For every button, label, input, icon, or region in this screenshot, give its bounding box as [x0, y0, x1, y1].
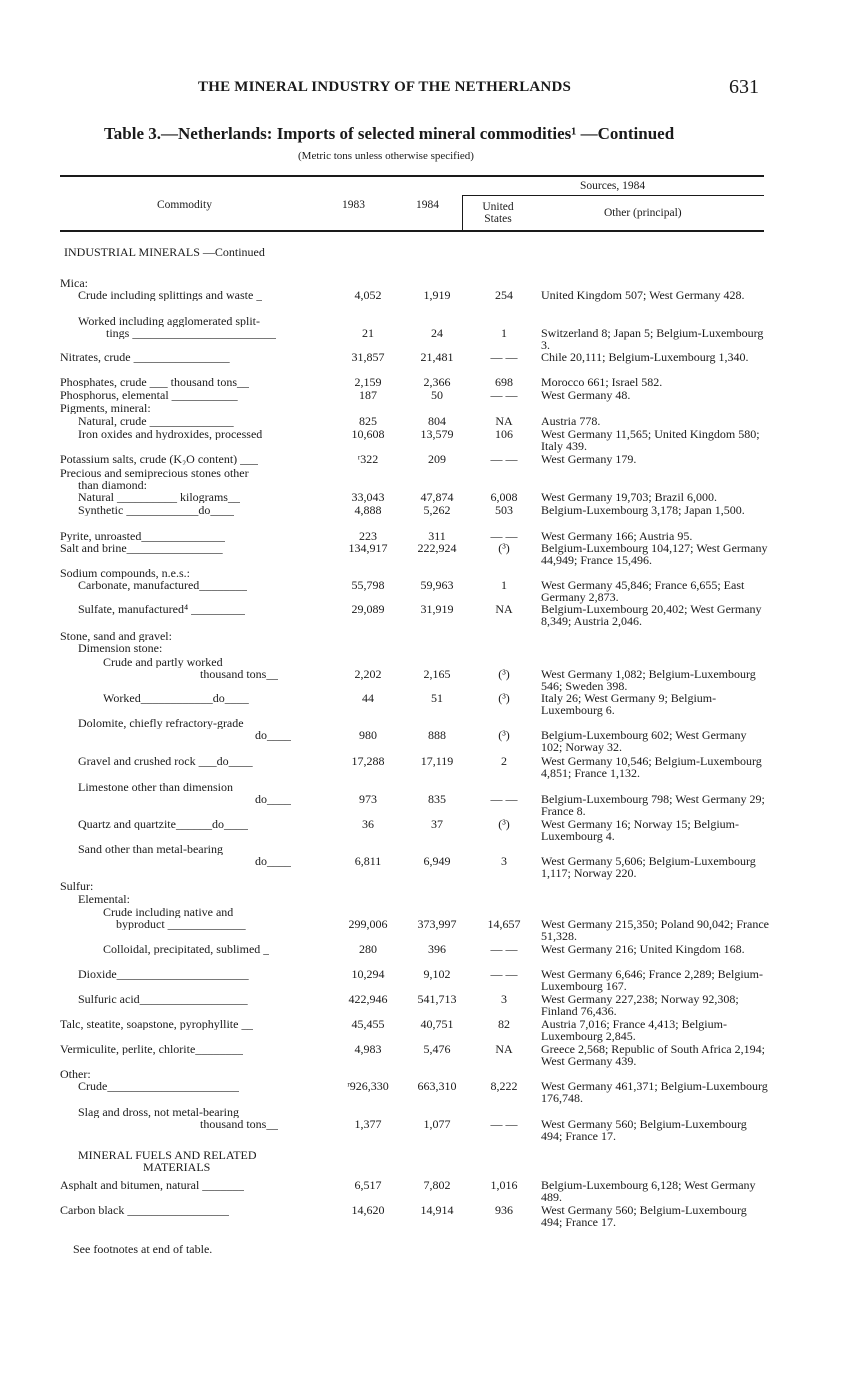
other-principal-sources: West Germany 1,082; Belgium-Luxembourg 546; Sweden 398. — [541, 667, 756, 693]
value-1984: 663,310 — [417, 1079, 457, 1093]
value-1984: 222,924 — [417, 541, 457, 555]
year-1983-header: 1983 — [342, 199, 365, 211]
commodity-cell: Vermiculite, perlite, chlorite________ — [60, 1043, 244, 1055]
united-states-header: United States — [482, 201, 514, 225]
commodity-cell: Precious and semiprecious stones other — [60, 467, 249, 479]
value-1984: 209 — [428, 452, 446, 466]
commodity-cell: Worked____________do____ — [103, 692, 249, 704]
commodity-cell: Other: — [60, 1068, 91, 1080]
commodity-cell: thousand tons__ — [200, 1118, 279, 1130]
commodity-cell: Stone, sand and gravel: — [60, 630, 172, 642]
value-1983: 4,888 — [354, 503, 382, 517]
other-principal-sources: Switzerland 8; Japan 5; Belgium-Luxembourg 3. — [541, 326, 764, 352]
value-united-states: — — — [490, 967, 518, 981]
value-1983: 825 — [359, 414, 377, 428]
other-principal-sources: West Germany 16; Norway 15; Belgium-Luxembourg 4. — [541, 817, 739, 843]
other-principal-sources: Austria 7,016; France 4,413; Belgium-Luxembourg 2,845. — [541, 1017, 727, 1043]
commodity-cell: Sulfur: — [60, 880, 94, 892]
value-1984: 541,713 — [417, 992, 457, 1006]
year-1984-header: 1984 — [416, 199, 439, 211]
other-principal-sources: Belgium-Luxembourg 104,127; West Germany 44,949; France 15,496. — [541, 541, 768, 567]
value-united-states: 106 — [495, 427, 513, 441]
commodity-cell: Salt and brine________________ — [60, 542, 223, 554]
commodity-cell: Sulfuric acid__________________ — [78, 993, 248, 1005]
other-principal-sources: Austria 778. — [541, 414, 601, 428]
other-principal-sources: Belgium-Luxembourg 3,178; Japan 1,500. — [541, 503, 745, 517]
running-title: THE MINERAL INDUSTRY OF THE NETHERLANDS — [198, 79, 572, 95]
value-1984: 31,919 — [420, 602, 454, 616]
table-title: Table 3.—Netherlands: Imports of selected mineral commodities¹ —Continued — [104, 124, 675, 143]
value-1984: 40,751 — [420, 1017, 454, 1031]
value-1983: 1,377 — [354, 1117, 382, 1131]
value-united-states: 254 — [495, 288, 513, 302]
other-principal-sources: West Germany 48. — [541, 388, 631, 402]
value-1983: 29,089 — [351, 602, 385, 616]
commodity-cell: MINERAL FUELS AND RELATED — [78, 1149, 257, 1161]
value-1983: 4,983 — [354, 1042, 382, 1056]
commodity-cell: Talc, steatite, soapstone, pyrophyllite __ — [60, 1018, 254, 1030]
commodity-cell: than diamond: — [78, 479, 147, 491]
value-united-states: 3 — [501, 854, 507, 868]
commodity-cell: MATERIALS — [143, 1161, 211, 1173]
commodity-cell: Sodium compounds, n.e.s.: — [60, 567, 191, 579]
value-1984: 24 — [431, 326, 443, 340]
commodity-cell: Elemental: — [78, 893, 130, 905]
commodity-cell: INDUSTRIAL MINERALS —Continued — [64, 246, 265, 258]
value-united-states: — — — [490, 792, 518, 806]
other-principal-sources: West Germany 6,646; France 2,289; Belgium-Luxembourg 167. — [541, 967, 763, 993]
value-1983: 45,455 — [351, 1017, 385, 1031]
value-1983: 6,811 — [354, 854, 382, 868]
value-united-states: (³) — [498, 667, 510, 681]
page-number: 631 — [729, 76, 759, 98]
value-1984: 1,919 — [423, 288, 451, 302]
value-1984: 37 — [431, 817, 443, 831]
value-1983: 187 — [359, 388, 377, 402]
value-united-states: (³) — [498, 691, 510, 705]
value-1983: 21 — [362, 326, 374, 340]
other-principal-sources: Greece 2,568; Republic of South Africa 2,194; West Germany 439. — [541, 1042, 765, 1068]
value-1984: 373,997 — [417, 917, 457, 931]
value-1983: ʳ926,330 — [347, 1079, 389, 1093]
commodity-cell: Asphalt and bitumen, natural _______ — [60, 1179, 245, 1191]
value-united-states: — — — [490, 1117, 518, 1131]
value-united-states: NA — [495, 1042, 513, 1056]
commodity-cell: byproduct _____________ — [116, 918, 246, 930]
value-1984: 835 — [428, 792, 446, 806]
value-united-states: (³) — [498, 817, 510, 831]
value-1983: ʳ322 — [357, 452, 379, 466]
commodity-cell: Nitrates, crude ________________ — [60, 351, 230, 363]
value-1984: 9,102 — [423, 967, 451, 981]
commodity-cell: Worked including agglomerated split- — [78, 315, 260, 327]
value-united-states: 503 — [495, 503, 513, 517]
value-united-states: — — — [490, 529, 518, 543]
commodity-cell: Pigments, mineral: — [60, 402, 151, 414]
value-1984: 14,914 — [420, 1203, 454, 1217]
commodity-cell: Carbon black _________________ — [60, 1204, 230, 1216]
commodity-cell: Sulfate, manufactured⁴ _________ — [78, 603, 246, 615]
other-principal-sources: West Germany 5,606; Belgium-Luxembourg 1,117; Norway 220. — [541, 854, 756, 880]
commodity-cell: Carbonate, manufactured________ — [78, 579, 248, 591]
value-1983: 44 — [362, 691, 374, 705]
commodity-cell: Dioxide______________________ — [78, 968, 249, 980]
value-1984: 6,949 — [423, 854, 451, 868]
value-1984: 50 — [431, 388, 443, 402]
value-1984: 396 — [428, 942, 446, 956]
value-united-states: — — — [490, 350, 518, 364]
value-united-states: — — — [490, 942, 518, 956]
value-1983: 2,202 — [354, 667, 382, 681]
other-principal-sources: Belgium-Luxembourg 602; West Germany 102; Norway 32. — [541, 728, 747, 754]
other-principal-sources: West Germany 10,546; Belgium-Luxembourg 4,851; France 1,132. — [541, 754, 762, 780]
commodity-cell: Phosphorus, elemental ___________ — [60, 389, 238, 401]
commodity-cell: Iron oxides and hydroxides, processed — [78, 428, 263, 440]
value-united-states: NA — [495, 602, 513, 616]
value-united-states: 698 — [495, 375, 513, 389]
value-united-states: 1 — [501, 578, 507, 592]
other-principal-sources: West Germany 461,371; Belgium-Luxembourg 176,748. — [541, 1079, 768, 1105]
value-united-states: 6,008 — [490, 490, 518, 504]
value-united-states: 2 — [501, 754, 507, 768]
commodity-cell: do____ — [255, 729, 291, 741]
other-principal-sources: West Germany 560; Belgium-Luxembourg 494; France 17. — [541, 1117, 747, 1143]
other-principal-sources: West Germany 560; Belgium-Luxembourg 494; France 17. — [541, 1203, 747, 1229]
value-1983: 55,798 — [351, 578, 385, 592]
other-principal-sources: West Germany 19,703; Brazil 6,000. — [541, 490, 717, 504]
value-1984: 2,165 — [423, 667, 451, 681]
value-1984: 7,802 — [423, 1178, 451, 1192]
commodity-cell: Crude______________________ — [78, 1080, 240, 1092]
commodity-cell: Slag and dross, not metal-bearing — [78, 1106, 239, 1118]
commodity-cell: Gravel and crushed rock ___do____ — [78, 755, 253, 767]
value-1983: 36 — [362, 817, 374, 831]
other-principal-sources: West Germany 215,350; Poland 90,042; France 51,328. — [541, 917, 769, 943]
commodity-cell: Colloidal, precipitated, sublimed _ — [103, 943, 270, 955]
value-united-states: 82 — [498, 1017, 510, 1031]
other-principal-sources: Morocco 661; Israel 582. — [541, 375, 663, 389]
value-1983: 980 — [359, 728, 377, 742]
other-principal-sources: West Germany 45,846; France 6,655; East Germany 2,873. — [541, 578, 745, 604]
commodity-cell: Synthetic ____________do____ — [78, 504, 235, 516]
value-united-states: — — — [490, 452, 518, 466]
value-1984: 51 — [431, 691, 443, 705]
commodity-cell: Crude and partly worked — [103, 656, 223, 668]
commodity-cell: Limestone other than dimension — [78, 781, 233, 793]
other-principal-sources: Chile 20,111; Belgium-Luxembourg 1,340. — [541, 350, 749, 364]
value-1984: 17,119 — [420, 754, 454, 768]
other-principal-sources: West Germany 227,238; Norway 92,308; Finland 76,436. — [541, 992, 739, 1018]
value-1983: 14,620 — [351, 1203, 385, 1217]
value-united-states: 3 — [501, 992, 507, 1006]
value-1984: 5,476 — [423, 1042, 451, 1056]
value-1984: 5,262 — [423, 503, 451, 517]
sources-header: Sources, 1984 — [580, 180, 646, 192]
value-1984: 888 — [428, 728, 446, 742]
value-united-states: — — — [490, 388, 518, 402]
commodity-cell: Sand other than metal-bearing — [78, 843, 223, 855]
value-united-states: (³) — [498, 541, 510, 555]
commodity-cell: Natural __________ kilograms__ — [78, 491, 240, 503]
value-1983: 10,294 — [351, 967, 385, 981]
value-1983: 10,608 — [351, 427, 385, 441]
commodity-header: Commodity — [157, 199, 212, 211]
value-1984: 1,077 — [423, 1117, 451, 1131]
value-1983: 4,052 — [354, 288, 382, 302]
commodity-cell: Quartz and quartzite______do____ — [78, 818, 248, 830]
other-principal-sources: Italy 26; West Germany 9; Belgium-Luxembourg 6. — [541, 691, 717, 717]
commodity-cell: Mica: — [60, 277, 88, 289]
value-1983: 31,857 — [351, 350, 385, 364]
other-principal-sources: West Germany 166; Austria 95. — [541, 529, 693, 543]
value-united-states: 936 — [495, 1203, 513, 1217]
commodity-cell: Natural, crude ______________ — [78, 415, 234, 427]
other-principal-sources: Belgium-Luxembourg 6,128; West Germany 489. — [541, 1178, 756, 1204]
value-1983: 2,159 — [354, 375, 382, 389]
value-1983: 33,043 — [351, 490, 385, 504]
value-1984: 311 — [428, 529, 446, 543]
value-1984: 804 — [428, 414, 446, 428]
value-united-states: 1,016 — [490, 1178, 518, 1192]
other-principal-sources: Belgium-Luxembourg 798; West Germany 29; France 8. — [541, 792, 765, 818]
value-united-states: (³) — [498, 728, 510, 742]
commodity-cell: do____ — [255, 855, 291, 867]
commodity-cell: Dolomite, chiefly refractory-grade — [78, 717, 244, 729]
value-1984: 13,579 — [420, 427, 454, 441]
value-1983: 973 — [359, 792, 377, 806]
commodity-cell: Crude including native and — [103, 906, 234, 918]
value-united-states: 8,222 — [490, 1079, 518, 1093]
other-principal-sources: West Germany 179. — [541, 452, 637, 466]
other-principal-sources: Belgium-Luxembourg 20,402; West Germany 8,349; Austria 2,046. — [541, 602, 762, 628]
value-united-states: 14,657 — [487, 917, 521, 931]
value-1983: 422,946 — [348, 992, 388, 1006]
commodity-cell: Phosphates, crude ___ thousand tons__ — [60, 376, 249, 388]
commodity-cell: Dimension stone: — [78, 642, 163, 654]
value-1984: 47,874 — [420, 490, 454, 504]
value-united-states: NA — [495, 414, 513, 428]
value-1984: 21,481 — [420, 350, 454, 364]
other-principal-sources: United Kingdom 507; West Germany 428. — [541, 288, 745, 302]
commodity-cell: do____ — [255, 793, 291, 805]
footnote: See footnotes at end of table. — [73, 1242, 213, 1256]
value-1983: 134,917 — [348, 541, 388, 555]
other-principal-sources: West Germany 216; United Kingdom 168. — [541, 942, 745, 956]
table-subtitle: (Metric tons unless otherwise specified) — [298, 150, 474, 162]
value-1983: 280 — [359, 942, 377, 956]
commodity-cell: Potassium salts, crude (K₂O content) ___ — [60, 453, 259, 465]
other-principal-header: Other (principal) — [604, 207, 682, 219]
value-1983: 6,517 — [354, 1178, 382, 1192]
value-1983: 299,006 — [348, 917, 388, 931]
value-1983: 223 — [359, 529, 377, 543]
commodity-cell: Crude including splittings and waste _ — [78, 289, 263, 301]
commodity-cell: thousand tons__ — [200, 668, 279, 680]
value-1984: 59,963 — [420, 578, 454, 592]
other-principal-sources: West Germany 11,565; United Kingdom 580; Italy 439. — [541, 427, 760, 453]
commodity-cell: tings ________________________ — [106, 327, 277, 339]
commodity-cell: Pyrite, unroasted______________ — [60, 530, 226, 542]
value-1984: 2,366 — [423, 375, 451, 389]
value-1983: 17,288 — [351, 754, 385, 768]
value-united-states: 1 — [501, 326, 507, 340]
